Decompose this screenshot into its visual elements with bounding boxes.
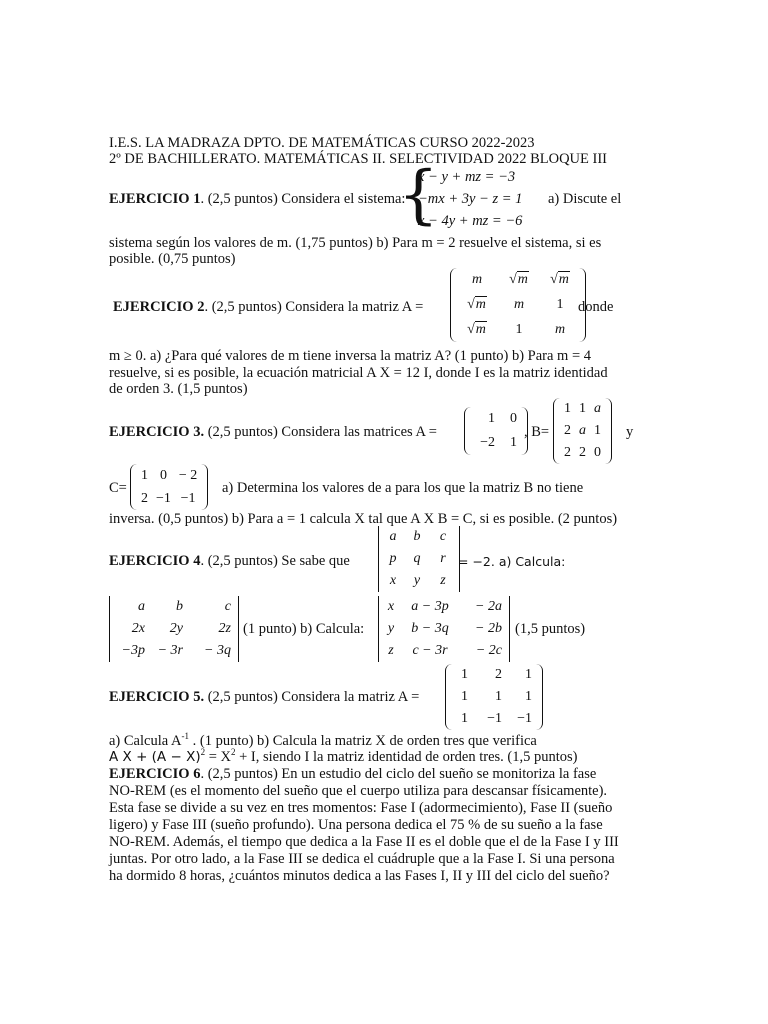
ej1-after: a) Discute el	[548, 191, 622, 207]
ej3-b-22: a	[579, 423, 586, 438]
ej5-matrix-a	[445, 664, 543, 730]
ej3-matrix-a	[464, 407, 528, 455]
ej4-d1-11: a	[389, 529, 397, 544]
ej4-d1-22: q	[413, 551, 421, 566]
ej5-line-3a: A X + (A − X)	[109, 749, 201, 765]
ej3-c-23: −1	[180, 491, 196, 506]
ej3-c-label: C=	[109, 480, 127, 496]
ej4-d3-13: − 2a	[475, 599, 502, 614]
ej1-title: EJERCICIO 1	[109, 191, 201, 207]
ej5-a-21: 1	[461, 689, 468, 704]
ej5-a-12: 2	[495, 667, 502, 682]
ej6-line-4: ligero) y Fase III (sueño profundo). Una persona dedica el 75 % de su sueño a la fase	[109, 817, 603, 833]
ej3-a-11: 1	[488, 411, 495, 426]
ej4-equals: = −2. a) Calcula:	[458, 554, 566, 569]
ej4-d2-13: c	[224, 599, 231, 614]
ej4-d3-12: a − 3p	[411, 599, 449, 614]
ej3-c-11: 1	[141, 468, 148, 483]
ej4-intro: . (2,5 puntos) Se sabe que	[200, 553, 350, 569]
ej3-c-12: 0	[159, 468, 167, 483]
ej2-matrix-a: m √m √m √m m 1 √m 1 m	[450, 268, 586, 342]
ej2-line-3: resuelve, si es posible, la ecuación matricial A X = 12 I, donde I es la matriz identidad	[109, 365, 608, 381]
ej3-matrix-c	[130, 464, 208, 510]
ej4-d1-12: b	[413, 529, 421, 544]
ej4-mid: (1 punto) b) Calcula:	[243, 621, 365, 637]
ej5-title: EJERCICIO 5.	[109, 689, 205, 705]
ej6-title: EJERCICIO 6	[109, 766, 201, 782]
ej2-line-4: de orden 3. (1,5 puntos)	[109, 381, 248, 397]
ej6-line-3: Esta fase se divide a su vez en tres momentos: Fase I (adormecimiento), Fase II (sueño	[109, 800, 613, 816]
ej5-a-22: 1	[495, 689, 502, 704]
ej5-a-11: 1	[461, 667, 468, 682]
header-line-2: 2º DE BACHILLERATO. MATEMÁTICAS II. SELECTIVIDAD 2022 BLOQUE III	[109, 151, 607, 167]
ej5-a-32: −1	[487, 711, 502, 726]
ej4-det-1	[378, 526, 460, 592]
ej4-d1-31: x	[389, 573, 397, 588]
ej4-d1-13: c	[439, 529, 447, 544]
ej3-c-22: −1	[156, 491, 171, 506]
ej5-line-2b: . (1 punto) b) Calcula la matriz X de orden tres que verifica	[188, 733, 537, 749]
ej3-c-21: 2	[141, 491, 148, 506]
ej3-b-12: 1	[579, 401, 586, 416]
ej4-statement	[109, 552, 350, 570]
ej5-a-33: −1	[517, 711, 532, 726]
ej3-b-31: 2	[564, 445, 571, 460]
ej6-line-6: juntas. Por otro lado, a la Fase III se dedica el cuádruple que a la Fase I. Si una persona	[109, 851, 615, 867]
ej2-title: EJERCICIO 2	[113, 299, 205, 315]
ej6-line-1-text: . (2,5 puntos) En un estudio del ciclo del sueño se monitoriza la fase	[200, 766, 597, 782]
ej5-a-13: 1	[525, 667, 532, 682]
ej4-d3-22: b − 3q	[411, 621, 449, 636]
ej3-b-33: 0	[594, 445, 601, 460]
ej3-b-13: a	[594, 401, 601, 416]
ej4-det-2	[109, 596, 239, 662]
ej6-line-5: NO-REM. Además, el tiempo que dedica a la Fase II es el doble que el de la Fase I y III	[109, 834, 619, 850]
ej4-d2-12: b	[176, 599, 183, 614]
ej1-intro: . (2,5 puntos) Considera el sistema:	[200, 191, 406, 207]
ej3-a-21: −2	[480, 435, 495, 450]
ej4-d3-11: x	[387, 599, 395, 614]
ej1-line-3: posible. (0,75 puntos)	[109, 251, 236, 267]
ej1-system-eq-3: x − 4y + mz = −6	[418, 213, 523, 229]
ej6-line-7: ha dormido 8 horas, ¿cuántos minutos dedica a las Fases I, II y III del ciclo del sueño?	[109, 868, 610, 884]
ej5-line-3-sup2: 2	[231, 747, 236, 758]
ej5-intro: (2,5 puntos) Considera la matriz A =	[204, 689, 420, 705]
ej4-d2-33: − 3q	[204, 643, 231, 658]
ej5-line-3b: = X	[205, 749, 231, 765]
ej5-line-3-sup: 2	[200, 747, 206, 758]
ej1-system-eq-1: x − y + mz = −3	[418, 169, 516, 185]
ej5-line-2a: a) Calcula A	[109, 733, 182, 749]
ej5-line-2-sup: -1	[181, 731, 189, 742]
ej2-line-2: m ≥ 0. a) ¿Para qué valores de m tiene inversa la matriz A? (1 punto) b) Para m = 4	[109, 348, 591, 364]
ej3-title: EJERCICIO 3.	[109, 424, 205, 440]
ej3-statement	[109, 423, 437, 441]
ej5-a-31: 1	[461, 711, 468, 726]
ej3-a-22: 1	[510, 435, 517, 450]
ej1-statement	[109, 190, 405, 208]
ej4-d3-23: − 2b	[475, 621, 502, 636]
ej4-det-3	[378, 596, 510, 662]
ej4-d2-31: −3p	[121, 643, 145, 658]
ej4-d3-32: c − 3r	[412, 643, 448, 658]
ej2-intro: . (2,5 puntos) Considera la matriz A =	[204, 299, 424, 315]
ej4-d3-31: z	[388, 643, 394, 658]
ej3-line-3: inversa. (0,5 puntos) b) Para a = 1 calcula X tal que A X B = C, si es posible. (2 puntos)	[109, 511, 618, 527]
ej3-intro: (2,5 puntos) Considera las matrices A =	[204, 424, 437, 440]
ej4-d2-23: 2z	[218, 621, 231, 636]
ej3-a-12: 0	[510, 411, 517, 426]
ej2-after: donde	[578, 299, 614, 315]
ej4-d2-22: 2y	[169, 621, 183, 636]
ej5-statement	[109, 688, 419, 706]
ej3-b-11: 1	[564, 401, 571, 416]
ej4-end: (1,5 puntos)	[515, 621, 586, 637]
ej4-d1-23: r	[440, 551, 446, 566]
ej5-line-3	[109, 748, 578, 766]
ej2-statement	[113, 298, 423, 316]
ej4-d1-21: p	[389, 551, 397, 566]
ej3-b-21: 2	[564, 423, 571, 438]
ej3-b-32: 2	[579, 445, 586, 460]
ej4-d2-21: 2x	[131, 621, 145, 636]
ej1-system-eq-2: −mx + 3y − z = 1	[418, 191, 523, 207]
ej3-c-13: − 2	[178, 468, 198, 483]
ej4-title: EJERCICIO 4	[109, 553, 201, 569]
ej4-d3-21: y	[387, 621, 395, 636]
ej4-d2-32: − 3r	[157, 643, 183, 658]
ej6-line-1	[109, 765, 596, 783]
ej3-y: y	[626, 424, 634, 440]
header-line-1: I.E.S. LA MADRAZA DPTO. DE MATEMÁTICAS CURSO 2022-2023	[109, 135, 535, 151]
ej3-matrix-b	[553, 398, 612, 464]
ej1-system-brace: {	[398, 158, 439, 232]
ej4-d1-32: y	[413, 573, 421, 588]
ej3-after: a) Determina los valores de a para los que la matriz B no tiene	[222, 480, 584, 496]
ej1-line-2: sistema según los valores de m. (1,75 puntos) b) Para m = 2 resuelve el sistema, si es	[109, 235, 602, 251]
ej4-d3-33: − 2c	[475, 643, 502, 658]
ej5-a-23: 1	[525, 689, 532, 704]
ej3-b-23: 1	[594, 423, 601, 438]
ej4-d1-33: z	[440, 573, 446, 588]
ej5-line-3c: + I, siendo I la matriz identidad de orden tres. (1,5 puntos)	[235, 749, 578, 765]
ej3-b-label: , B=	[524, 424, 550, 440]
ej6-line-2: NO-REM (es el momento del sueño que el cuerpo utiliza para descansar físicamente).	[109, 783, 608, 799]
ej4-d2-11: a	[138, 599, 145, 614]
